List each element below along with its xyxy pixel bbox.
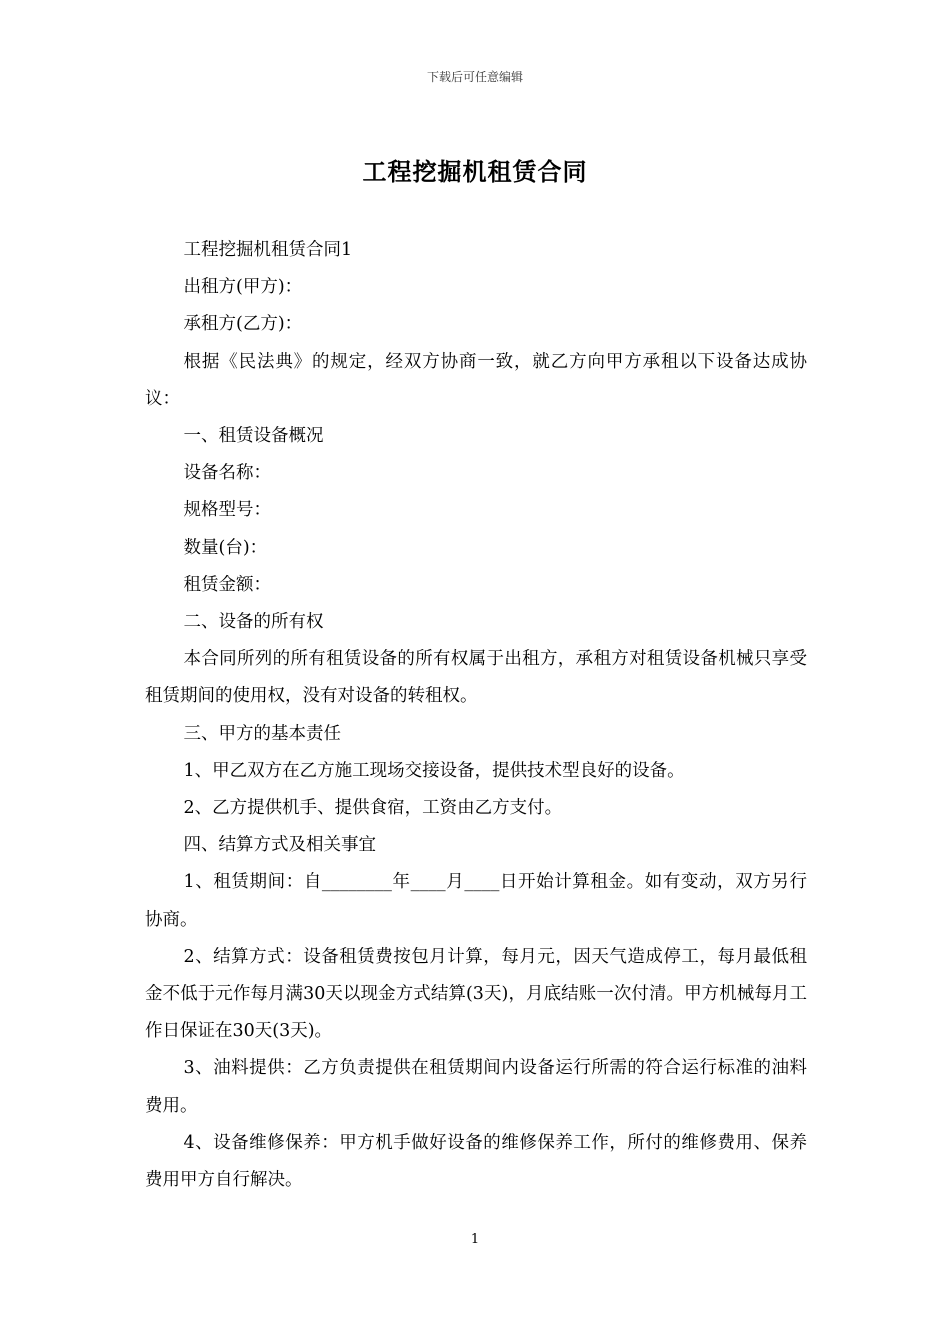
section-heading: 二、设备的所有权 <box>183 612 324 633</box>
paragraph: 数量(台)： <box>183 537 268 558</box>
paragraph: 设备名称： <box>183 463 271 484</box>
paragraph: 本合同所列的所有租赁设备的所有权属于出租方，承租方对租赁设备机械只享受租赁期间的使用权，没有对设备的转租权。 <box>145 649 807 707</box>
section-heading: 四、结算方式及相关事宜 <box>183 835 376 856</box>
paragraph: 工程挖掘机租赁合同1 <box>183 240 353 260</box>
section-heading: 三、甲方的基本责任 <box>183 723 341 744</box>
page-header: 下载后可任意编辑 <box>426 70 523 84</box>
paragraph: 4、设备维修保养：甲方机手做好设备的维修保养工作，所付的维修费用、保养费用甲方自行解决。 <box>145 1132 807 1191</box>
paragraph: 1、租赁期间：自________年____月____日开始计算租金。如有变动，双方另行协商。 <box>145 872 807 930</box>
document-title: 工程挖掘机租赁合同 <box>362 157 588 186</box>
paragraph: 租赁金额： <box>183 574 271 595</box>
paragraph: 根据《民法典》的规定，经双方协商一致，就乙方向甲方承租以下设备达成协议： <box>145 351 807 409</box>
paragraph: 2、结算方式：设备租赁费按包月计算，每月元，因天气造成停工，每月最低租金不低于元作每月满30天以现金方式结算(3天)，月底结账一次付清。甲方机械每月工作日保证在30天(3天)。 <box>145 946 807 1042</box>
paragraph: 出租方(甲方)： <box>183 277 303 298</box>
document-body <box>145 232 807 1199</box>
section-heading: 一、租赁设备概况 <box>183 426 324 447</box>
paragraph: 1、甲乙双方在乙方施工现场交接设备，提供技术型良好的设备。 <box>183 760 685 781</box>
paragraph: 2、乙方提供机手、提供食宿，工资由乙方支付。 <box>183 798 563 819</box>
paragraph: 3、油料提供：乙方负责提供在租赁期间内设备运行所需的符合运行标准的油料费用。 <box>145 1058 807 1116</box>
paragraph: 规格型号： <box>183 500 271 521</box>
paragraph: 承租方(乙方)： <box>183 314 303 335</box>
page-number: 1 <box>470 1232 480 1247</box>
